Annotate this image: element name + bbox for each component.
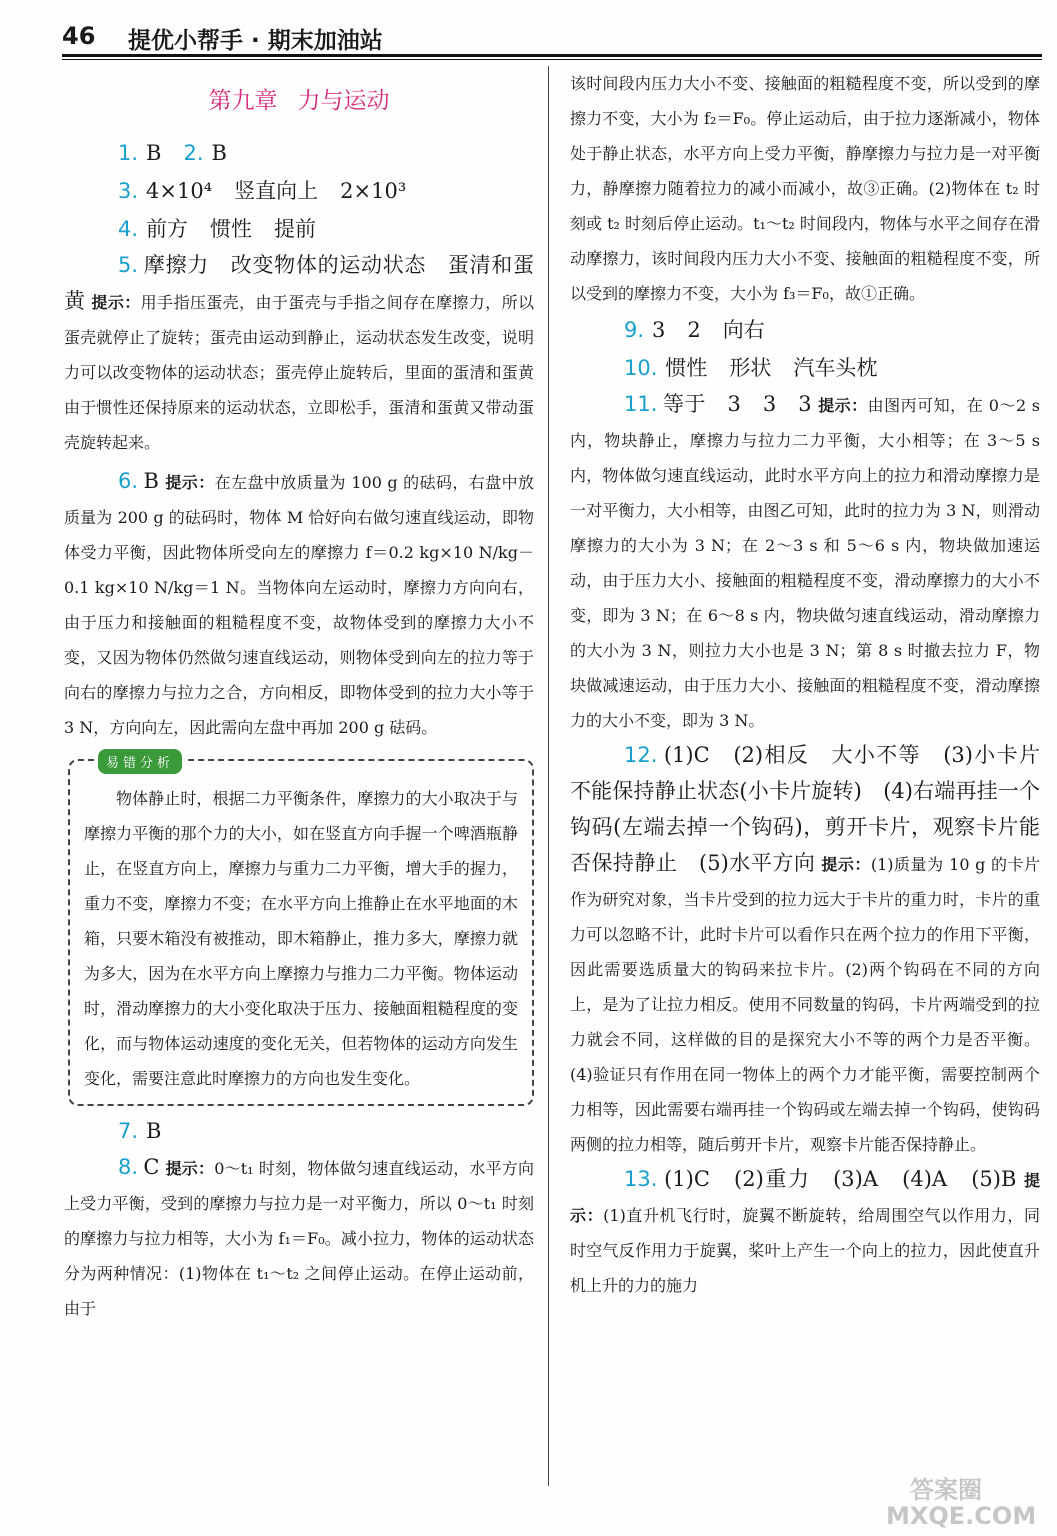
error-analysis-box xyxy=(68,756,534,1106)
hint-text: 0～t₁ 时刻，物体做匀速直线运动，水平方向上受力平衡，受到的摩擦力与拉力是一对平衡力，所以 0～t₁ 时刻的摩擦力与拉力相等，大小为 f₁＝F₀。减小拉力，物体的运动状态分为两种情况：(1)物体在 t₁～t₂ 之间停止运动。在停止运动前，由于 xyxy=(64,1159,534,1318)
watermark-icon xyxy=(880,1470,1050,1530)
hint-text: (1)直升机飞行时，旋翼不断旋转，给周围空气以作用力，同时空气反作用力于旋翼，桨叶上产生一个向上的拉力，因此使直升机上升的力的施力 xyxy=(570,1206,1040,1295)
answer-13 xyxy=(570,1162,1040,1303)
error-analysis-badge: 易错分析 xyxy=(96,747,184,776)
answer-1-2 xyxy=(64,134,534,172)
hint-text-continued: 该时间段内压力大小不变、接触面的粗糙程度不变，所以受到的摩擦力不变，大小为 f₂＝F₀。停止运动后，由于拉力逐渐减小，物体处于静止状态，水平方向上受力平衡，静摩擦力与拉力是一对平衡力，静摩擦力随着拉力的减小而减小，故③正确。(2)物体在 t₂ 时刻或 t₂ 时刻后停止运动。t₁～t₂ 时间段内，物体与水平之间存在滑动摩擦力，该时间段内压力大小不变、接触面的粗糙程度不变，所以受到的摩擦力不变，大小为 f₃＝F₀，故①正确。 xyxy=(570,74,1040,303)
hint-text: 在左盘中放质量为 100 g 的砝码，右盘中放质量为 200 g 的砝码时，物体 M 恰好向右做匀速直线运动，即物体受力平衡，因此物体所受向左的摩擦力 f＝0.2 kg×10 N/kg－0.1 kg×10 N/kg＝1 N。当物体向左运动时，摩擦力方向向右，由于压力和接触面的粗糙程度不变，故物体受到的摩擦力大小不变，又因为物体仍然做匀速直线运动，则物体受到向左的拉力等于向右的摩擦力与拉力之合，方向相反，即物体受到的拉力大小等于 3 N，方向向左，因此需向左盘中再加 200 g 砝码。 xyxy=(64,473,534,737)
answer-part: 汽车头枕 xyxy=(793,356,878,380)
answer-part: 惯性 xyxy=(665,356,708,380)
answer-number: 6. xyxy=(118,469,139,493)
answer-number: 1. xyxy=(118,141,139,165)
answer-number: 11. xyxy=(624,392,658,416)
hint-label: 提示： xyxy=(570,1171,1040,1225)
watermark-logo xyxy=(880,1470,1050,1530)
watermark-cn: 答案圈 xyxy=(910,1476,982,1504)
answer-5 xyxy=(64,248,534,460)
answer-9 xyxy=(570,311,1040,349)
answer-lead: (1)C (2)重力 (3)A (4)A (5)B xyxy=(664,1167,1017,1191)
answer-value: B xyxy=(211,141,227,165)
hint-text: 由图丙可知，在 0～2 s 内，物块静止，摩擦力与拉力二力平衡，大小相等；在 3～5 s 内，物体做匀速直线运动，此时水平方向上的拉力和滑动摩擦力是一对平衡力，大小相等，由图乙可知，此时的拉力为 3 N，则滑动摩擦力的大小为 3 N；在 2～3 s 和 5～6 s 内，物块做加速运动，由于压力大小、接触面的粗糙程度不变，滑动摩擦力的大小不变，即为 3 N；在 6～8 s 内，物块做匀速直线运动，滑动摩擦力的大小为 3 N，则拉力大小也是 3 N；第 8 s 时撤去拉力 F，物块做减速运动，由于压力大小、接触面的粗糙程度不变，滑动摩擦力的大小不变，即为 3 N。 xyxy=(570,396,1040,730)
header-rule xyxy=(62,54,1042,57)
answer-value: B xyxy=(146,1119,162,1143)
answer-number: 7. xyxy=(118,1119,139,1143)
hint-text: 用手指压蛋壳，由于蛋壳与手指之间存在摩擦力，所以蛋壳就停止了旋转；蛋壳由运动到静止，运动状态发生改变，说明力可以改变物体的运动状态；蛋壳停止旋转后，里面的蛋清和蛋黄由于惯性还保持原来的运动状态，立即松手，蛋清和蛋黄又带动蛋壳旋转起来。 xyxy=(64,293,534,452)
answer-part: 惯性 xyxy=(210,217,253,241)
answer-part: 向右 xyxy=(722,318,765,342)
hint-label: 提示： xyxy=(164,473,215,492)
answer-number: 4. xyxy=(118,217,139,241)
watermark-en: MXQE.COM xyxy=(886,1502,1037,1530)
answer-part: 4×10⁴ xyxy=(146,179,213,203)
answer-part: 竖直向上 xyxy=(234,179,319,203)
answer-7 xyxy=(64,1112,534,1150)
answer-number: 13. xyxy=(624,1167,658,1191)
hint-text: (1)质量为 10 g 的卡片作为研究对象，当卡片受到的拉力远大于卡片的重力时，卡片的重力可以忽略不计，此时卡片可以看作只在两个拉力的作用下平衡，因此需要选质量大的钩码来拉卡片。(2)两个钩码在不同的方向上，是为了让拉力相反。使用不同数量的钩码，卡片两端受到的拉力就会不同，这样做的目的是探究大小不等的两个力是否平衡。(4)验证只有作用在同一物体上的两个力才能平衡，需要控制两个力相等，因此需要右端再挂一个钩码或左端去掉一个钩码，使钩码两侧的拉力相等，随后剪开卡片，观察卡片能否保持静止。 xyxy=(570,855,1040,1154)
error-analysis-text: 物体静止时，根据二力平衡条件，摩擦力的大小取决于与摩擦力平衡的那个力的大小，如在竖直方向手握一个啤酒瓶静止，在竖直方向上，摩擦力与重力二力平衡，增大手的握力，重力不变，摩擦力不变；在水平方向上推静止在水平地面的木箱，只要木箱没有被推动，即木箱静止，推力多大，摩擦力就为多大，因为在水平方向上摩擦力与推力二力平衡。物体运动时，滑动摩擦力的大小变化取决于压力、接触面粗糙程度的变化，而与物体运动速度的变化无关，但若物体的运动方向发生变化，需要注意此时摩擦力的方向也发生变化。 xyxy=(84,789,518,1088)
hint-label: 提示： xyxy=(165,1159,215,1178)
column-divider xyxy=(548,66,549,1486)
left-column xyxy=(64,84,534,1326)
answer-11 xyxy=(570,387,1040,738)
answer-lead: 等于 3 3 3 xyxy=(663,392,812,416)
answer-3 xyxy=(64,172,534,210)
answer-value: B xyxy=(146,141,162,165)
answer-8-part1 xyxy=(64,1150,534,1326)
answer-4 xyxy=(64,210,534,248)
answer-lead: B xyxy=(143,469,159,493)
answer-part: 形状 xyxy=(729,356,772,380)
hint-label: 提示： xyxy=(91,293,141,312)
chapter-name: 力与运动 xyxy=(297,88,390,114)
answer-part: 2 xyxy=(687,318,701,342)
answer-number: 12. xyxy=(624,743,658,767)
answer-part: 3 xyxy=(652,318,666,342)
answer-lead: C xyxy=(143,1155,160,1179)
answer-number: 3. xyxy=(118,179,139,203)
page-header xyxy=(62,22,1042,58)
answer-lead: (1)C (2)相反 大小不等 (3)小卡片不能保持静止状态(小卡片旋转) (4)右端再挂一个钩码(左端去掉一个钩码)，剪开卡片，观察卡片能否保持静止 (5)水平方向 xyxy=(570,743,1040,875)
answer-number: 8. xyxy=(118,1155,139,1179)
answer-number: 10. xyxy=(624,356,658,380)
answer-8-part2 xyxy=(570,66,1040,311)
answer-part: 提前 xyxy=(274,217,317,241)
answer-6 xyxy=(64,464,534,745)
header-rule-thin xyxy=(62,59,1042,60)
chapter-number: 第九章 xyxy=(208,88,278,114)
answer-lead: 摩擦力 改变物体的运动状态 蛋清和蛋黄 xyxy=(64,253,535,313)
right-column xyxy=(570,66,1040,1303)
hint-label: 提示： xyxy=(817,396,868,415)
answer-10 xyxy=(570,349,1040,387)
page-number: 46 xyxy=(62,22,96,50)
hint-label: 提示： xyxy=(821,855,871,874)
answer-12 xyxy=(570,738,1040,1162)
book-title: 提优小帮手 · 期末加油站 xyxy=(128,28,383,54)
chapter-heading xyxy=(64,84,534,134)
answer-number: 5. xyxy=(118,253,139,277)
answer-part: 2×10³ xyxy=(340,179,407,203)
answer-number: 2. xyxy=(183,141,204,165)
answer-number: 9. xyxy=(624,318,645,342)
answer-part: 前方 xyxy=(146,217,189,241)
